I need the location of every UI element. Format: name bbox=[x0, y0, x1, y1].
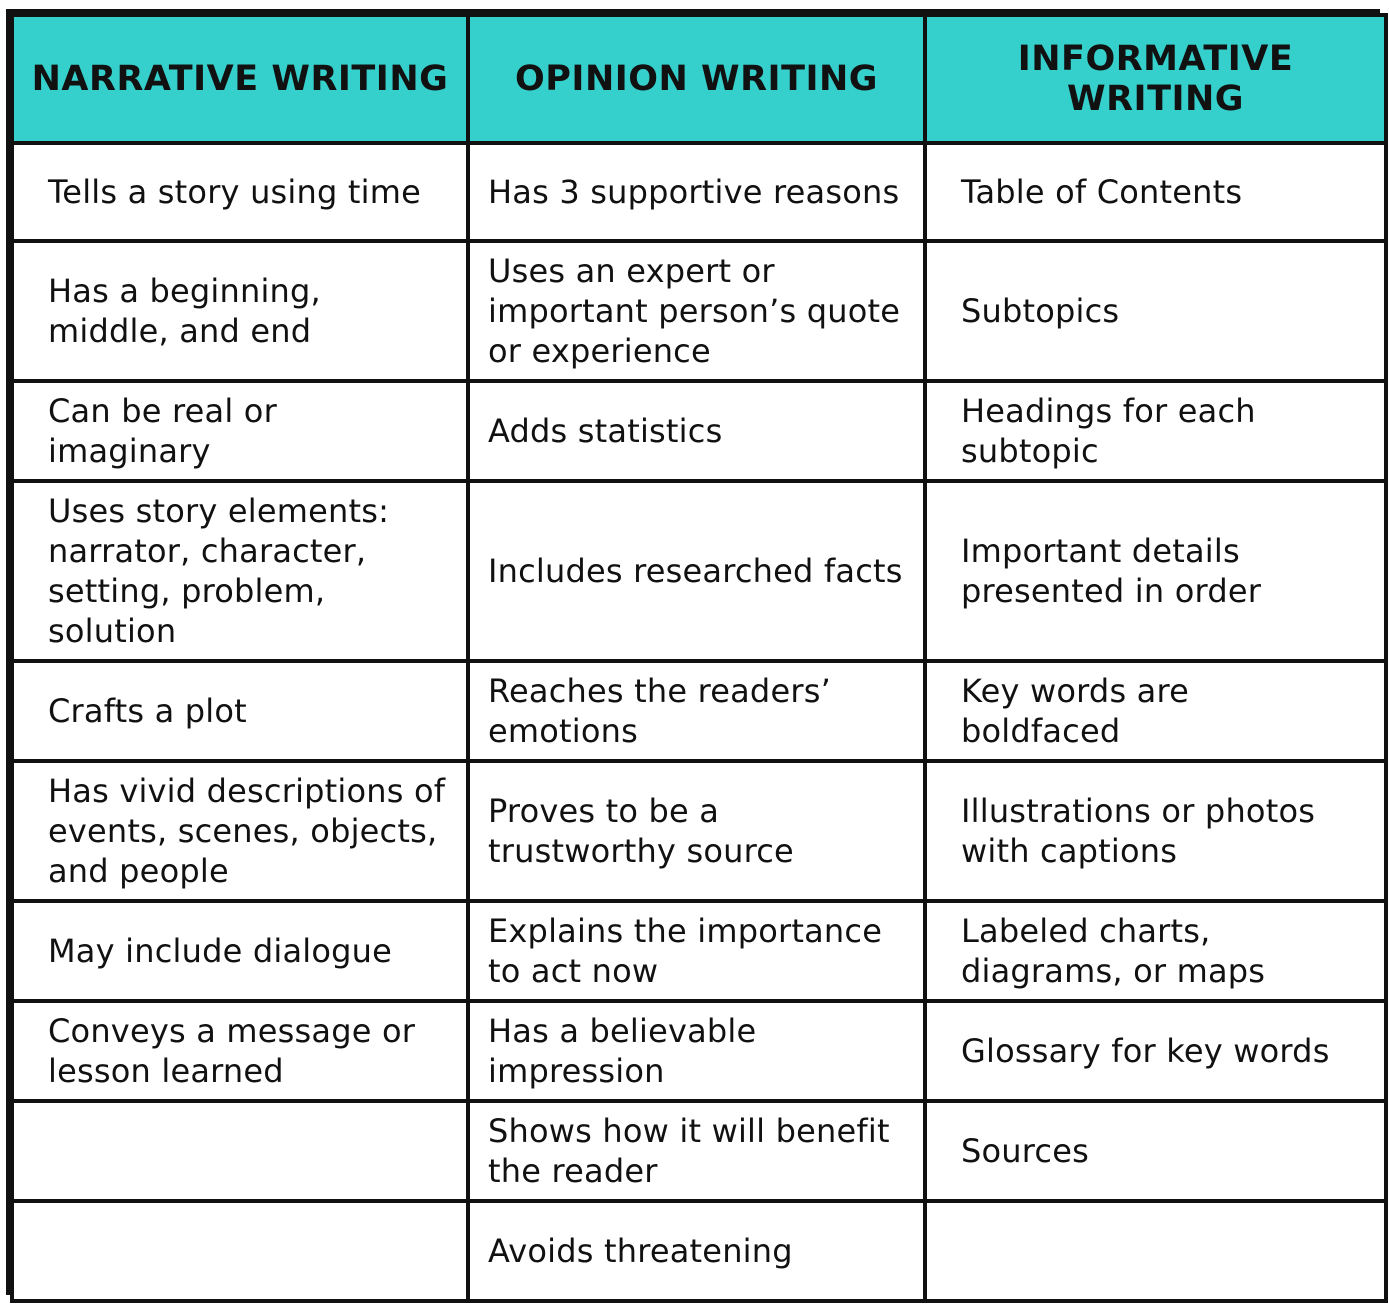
cell-text: Sources bbox=[961, 1132, 1089, 1170]
cell-text: Reaches the readers’ emotions bbox=[488, 672, 831, 750]
header-opinion-writing: OPINION WRITING bbox=[468, 15, 925, 143]
informative-cell bbox=[925, 761, 1386, 901]
opinion-cell bbox=[468, 1101, 925, 1201]
table-row bbox=[12, 143, 1386, 241]
informative-cell bbox=[925, 1001, 1386, 1101]
cell-text: Headings for each subtopic bbox=[961, 392, 1256, 470]
table-row bbox=[12, 1201, 1386, 1301]
cell-text: Has a believable impression bbox=[488, 1012, 757, 1090]
narrative-cell bbox=[12, 381, 468, 481]
opinion-cell bbox=[468, 481, 925, 661]
cell-text: Conveys a message or lesson learned bbox=[48, 1012, 416, 1090]
opinion-cell bbox=[468, 1001, 925, 1101]
cell-text: Uses story elements: narrator, character, setting, problem, solution bbox=[48, 492, 390, 650]
cell-text: Illustrations or photos with captions bbox=[961, 792, 1316, 870]
informative-cell bbox=[925, 901, 1386, 1001]
opinion-cell bbox=[468, 761, 925, 901]
cell-text: Important details presented in order bbox=[961, 532, 1262, 610]
informative-cell bbox=[925, 381, 1386, 481]
cell-text: Table of Contents bbox=[961, 173, 1243, 211]
cell-text: Subtopics bbox=[961, 292, 1120, 330]
cell-text: Proves to be a trustworthy source bbox=[488, 792, 794, 870]
narrative-cell bbox=[12, 661, 468, 761]
writing-types-table bbox=[10, 13, 1388, 1303]
header-row bbox=[12, 15, 1386, 143]
informative-cell bbox=[925, 661, 1386, 761]
cell-text: Can be real or imaginary bbox=[48, 392, 277, 470]
cell-text: Labeled charts, diagrams, or maps bbox=[961, 912, 1266, 990]
opinion-cell bbox=[468, 241, 925, 381]
table-row bbox=[12, 761, 1386, 901]
narrative-cell bbox=[12, 901, 468, 1001]
cell-text: Crafts a plot bbox=[48, 692, 247, 730]
narrative-cell bbox=[12, 143, 468, 241]
header-informative-writing: INFORMATIVE WRITING bbox=[925, 15, 1386, 143]
informative-cell bbox=[925, 1101, 1386, 1201]
opinion-cell bbox=[468, 143, 925, 241]
cell-text: Key words are boldfaced bbox=[961, 672, 1190, 750]
table-row bbox=[12, 481, 1386, 661]
cell-text: May include dialogue bbox=[48, 932, 392, 970]
cell-text: Has 3 supportive reasons bbox=[488, 173, 900, 211]
cell-text: Has a beginning, middle, and end bbox=[48, 272, 321, 350]
opinion-cell bbox=[468, 1201, 925, 1301]
opinion-cell bbox=[468, 381, 925, 481]
table-row bbox=[12, 1001, 1386, 1101]
narrative-cell bbox=[12, 241, 468, 381]
informative-cell bbox=[925, 481, 1386, 661]
cell-text: Glossary for key words bbox=[961, 1032, 1330, 1070]
opinion-cell bbox=[468, 661, 925, 761]
cell-text: Uses an expert or important person’s quote or experience bbox=[488, 252, 901, 370]
opinion-cell bbox=[468, 901, 925, 1001]
header-narrative-writing: NARRATIVE WRITING bbox=[12, 15, 468, 143]
narrative-cell bbox=[12, 1101, 468, 1201]
table-row bbox=[12, 661, 1386, 761]
cell-text: Explains the importance to act now bbox=[488, 912, 883, 990]
cell-text: Adds statistics bbox=[488, 412, 723, 450]
cell-text: Has vivid descriptions of events, scenes, objects, and people bbox=[48, 772, 446, 890]
cell-text: Shows how it will benefit the reader bbox=[488, 1112, 890, 1190]
table-row bbox=[12, 381, 1386, 481]
narrative-cell bbox=[12, 761, 468, 901]
narrative-cell bbox=[12, 481, 468, 661]
cell-text: Avoids threatening bbox=[488, 1232, 793, 1270]
table-row bbox=[12, 901, 1386, 1001]
table-row bbox=[12, 241, 1386, 381]
informative-cell bbox=[925, 1201, 1386, 1301]
writing-types-table-container bbox=[6, 9, 1380, 1295]
informative-cell bbox=[925, 241, 1386, 381]
narrative-cell bbox=[12, 1001, 468, 1101]
narrative-cell bbox=[12, 1201, 468, 1301]
table-row bbox=[12, 1101, 1386, 1201]
informative-cell bbox=[925, 143, 1386, 241]
cell-text: Includes researched facts bbox=[488, 552, 903, 590]
cell-text: Tells a story using time bbox=[48, 173, 421, 211]
